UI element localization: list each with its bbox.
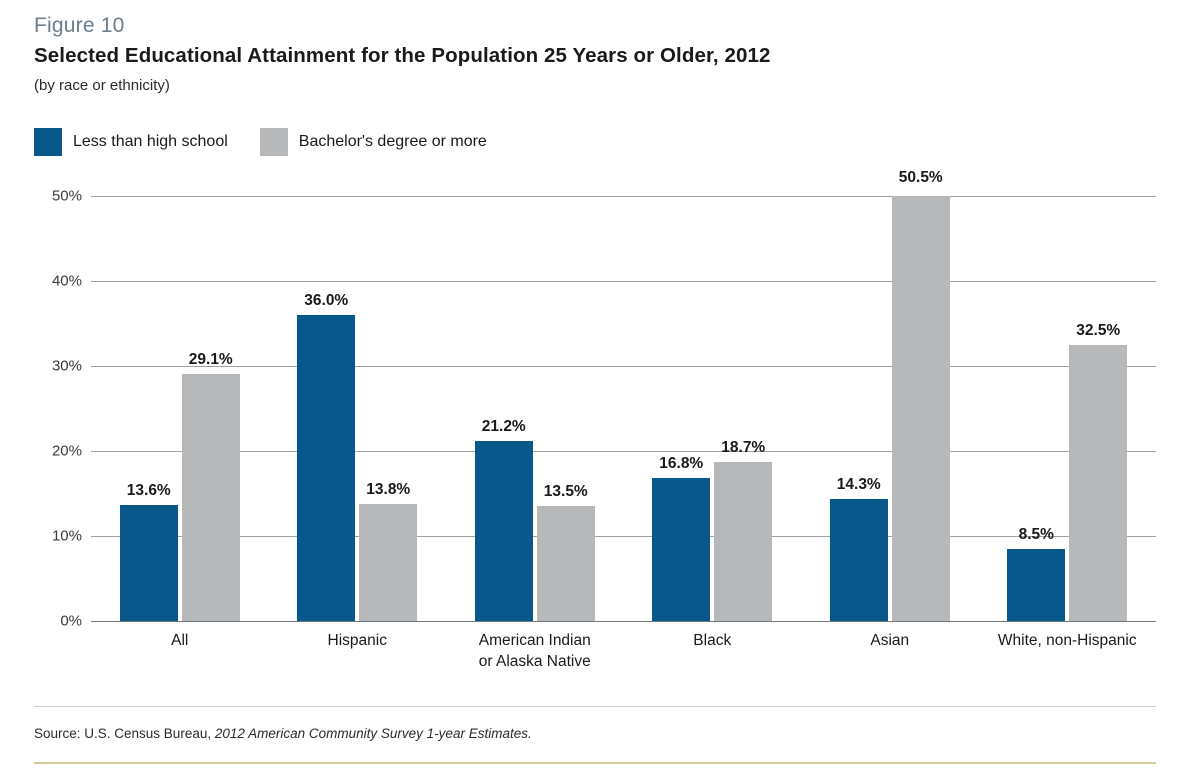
bar-chart [34, 168, 1156, 670]
bar-group [801, 168, 979, 621]
figure-subtitle: (by race or ethnicity) [34, 77, 170, 94]
y-axis [34, 178, 91, 630]
bar-value-label: 32.5% [1076, 321, 1121, 339]
bar-column [297, 196, 355, 621]
page-title: Selected Educational Attainment for the Population 25 Years or Older, 2012 [34, 44, 771, 67]
bar-group [624, 196, 802, 621]
legend-swatch-icon [34, 128, 62, 156]
bar-column [1069, 196, 1127, 621]
bar-column [537, 196, 595, 621]
page-bottom-rule [34, 762, 1156, 764]
bar-column [120, 196, 178, 621]
figure-number: Figure 10 [34, 14, 125, 37]
bar-column [892, 168, 950, 621]
source-citation: 2012 American Community Survey 1-year Estimates. [214, 726, 532, 741]
bar[interactable] [297, 315, 355, 621]
x-axis-line [91, 621, 1156, 622]
y-axis-tick-label: 40% [51, 272, 82, 290]
bar-groups [91, 168, 1156, 621]
legend-swatch-icon [260, 128, 288, 156]
legend-item-bachelors-or-more [260, 128, 487, 156]
bar-value-label: 13.6% [126, 482, 171, 500]
bar-pair [269, 196, 447, 621]
bar-column [714, 196, 772, 621]
y-axis-tick-label: 20% [51, 442, 82, 460]
x-axis-tick-label: Black [693, 632, 732, 649]
bar-pair [446, 196, 624, 621]
x-axis-tick-label: All [171, 632, 189, 649]
bar-value-label: 21.2% [481, 417, 526, 435]
bar-group [979, 196, 1157, 621]
bar[interactable] [182, 374, 240, 621]
x-axis-tick-label: American Indian or Alaska Native [478, 632, 591, 670]
bar[interactable] [714, 462, 772, 621]
legend-item-less-than-high-school [34, 128, 228, 156]
x-axis-labels [91, 630, 1156, 672]
legend-label: Less than high school [73, 133, 228, 150]
bar-column [652, 196, 710, 621]
bar[interactable] [1007, 549, 1065, 621]
bar-group [269, 196, 447, 621]
bar-pair [801, 168, 979, 621]
bar-value-label: 36.0% [304, 292, 349, 309]
y-axis-tick-label: 50% [51, 187, 82, 205]
bar[interactable] [830, 499, 888, 621]
source-note [34, 726, 532, 741]
bar[interactable] [537, 506, 595, 621]
x-axis-tick-label: White, non-Hispanic [997, 632, 1137, 649]
bar[interactable] [652, 478, 710, 621]
x-axis-tick-label: Hispanic [327, 632, 387, 649]
bar-value-label: 14.3% [836, 476, 881, 494]
bar-pair [624, 196, 802, 621]
figure-header [34, 14, 1154, 94]
bar-column [1007, 196, 1065, 621]
bar-group [446, 196, 624, 621]
bar-value-label: 13.5% [543, 483, 588, 501]
bar-column [182, 196, 240, 621]
bar[interactable] [120, 505, 178, 621]
bar-pair [91, 196, 269, 621]
bar[interactable] [1069, 345, 1127, 621]
bar-column [359, 196, 417, 621]
bar[interactable] [892, 196, 950, 621]
bar-column [475, 196, 533, 621]
bar-value-label: 29.1% [188, 350, 233, 368]
bar-value-label: 13.8% [366, 480, 411, 498]
bar[interactable] [359, 504, 417, 621]
bar-column [830, 196, 888, 621]
bar-value-label: 18.7% [721, 439, 766, 457]
bar-value-label: 16.8% [659, 455, 704, 473]
y-axis-tick-label: 10% [51, 527, 82, 545]
bar-value-label: 50.5% [898, 168, 943, 186]
y-axis-tick-label: 0% [60, 612, 82, 630]
bar-value-label: 8.5% [1018, 525, 1054, 543]
chart-legend [34, 128, 487, 156]
bar-group [91, 196, 269, 621]
y-axis-tick-label: 30% [51, 357, 82, 375]
legend-label: Bachelor's degree or more [298, 133, 487, 150]
bar-pair [979, 196, 1157, 621]
x-axis-tick-label: Asian [870, 632, 910, 649]
bar[interactable] [475, 441, 533, 621]
footer-divider [34, 706, 1156, 707]
source-prefix: Source: U.S. Census Bureau, [34, 726, 215, 741]
